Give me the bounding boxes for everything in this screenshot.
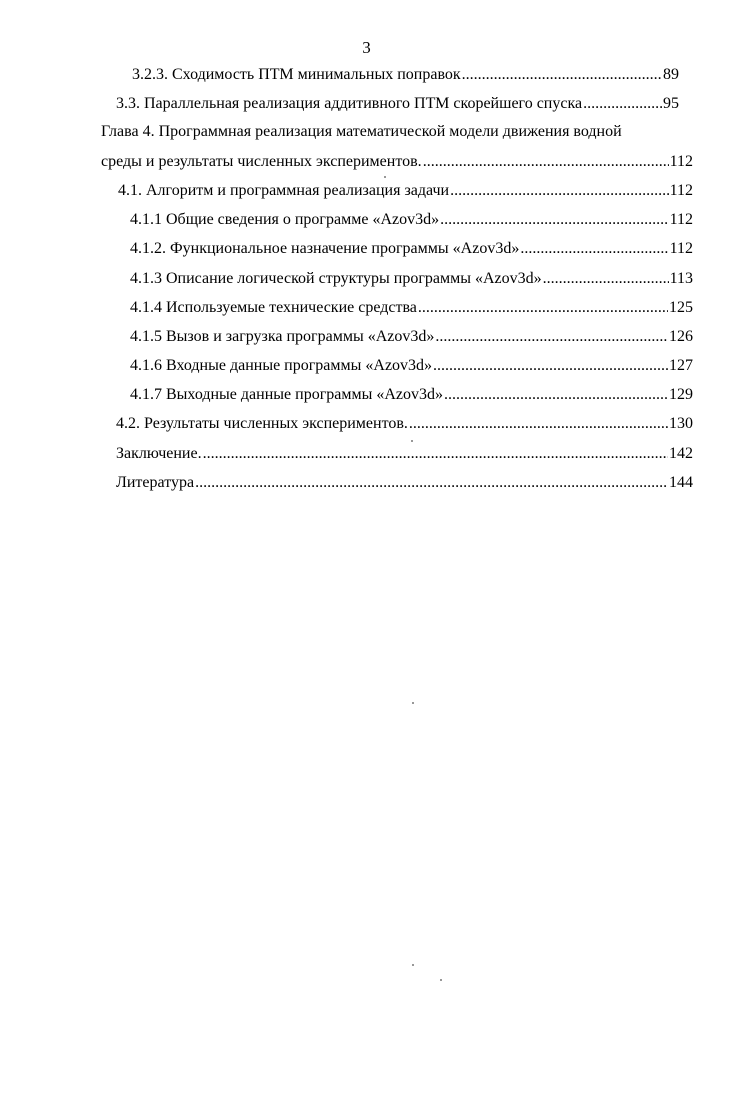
toc-entry-4-2[interactable] [116, 413, 693, 435]
toc-entry-page: 112 [669, 182, 693, 199]
toc-entry-page: 142 [669, 445, 693, 462]
toc-leader-dots [444, 384, 668, 406]
toc-leader-dots [433, 355, 668, 377]
toc-leader-dots [440, 209, 669, 231]
scan-speck [384, 176, 386, 178]
toc-entry-label: 4.1.2. Функциональное назначение программы «Azov3d» [130, 240, 520, 257]
toc-leader-dots [520, 238, 668, 260]
toc-entry-4-1-7[interactable] [130, 384, 693, 406]
toc-entry-page: 126 [669, 328, 693, 345]
toc-entry-4-1-2[interactable] [130, 238, 693, 260]
toc-entry-conclusion[interactable] [116, 443, 693, 465]
toc-entry-page: 112 [669, 240, 693, 257]
toc-entry-label: 4.2. Результаты численных экспериментов. [116, 415, 408, 432]
toc-entry-page: 125 [669, 299, 693, 316]
toc-entry-4-1-4[interactable] [130, 297, 693, 319]
page-number: 3 [362, 38, 371, 57]
toc-entry-chapter-4[interactable] [101, 151, 693, 173]
scan-speck [411, 440, 413, 442]
toc-entry-4-1[interactable] [118, 180, 693, 202]
toc-leader-dots [543, 268, 669, 290]
toc-entry-label: Заключение. [116, 445, 202, 462]
toc-entry-label: 3.2.3. Сходимость ПТМ минимальных поправок [132, 66, 461, 83]
toc-leader-dots [462, 64, 662, 86]
toc-entry-4-1-6[interactable] [130, 355, 693, 377]
toc-entry-label: 4.1.3 Описание логической структуры программы «Azov3d» [130, 270, 542, 287]
scan-speck [412, 702, 414, 704]
toc-leader-dots [583, 93, 662, 115]
toc-leader-dots [423, 151, 669, 173]
toc-entry-page: 89 [663, 66, 679, 83]
toc-leader-dots [435, 326, 668, 348]
toc-entry-label: Литература [116, 474, 195, 491]
toc-entry-4-1-3[interactable] [130, 268, 693, 290]
toc-leader-dots [450, 180, 669, 202]
toc-leader-dots [203, 443, 668, 465]
toc-entry-page: 95 [663, 95, 679, 112]
toc-entry-page: 112 [669, 211, 693, 228]
scan-speck [412, 964, 414, 966]
toc-entry-3-2-3[interactable] [132, 64, 679, 86]
toc-entry-references[interactable] [116, 472, 693, 494]
toc-entry-page: 144 [669, 474, 693, 491]
toc-entry-chapter-4-line1[interactable]: Глава 4. Программная реализация математической модели движения водной [101, 123, 622, 140]
toc-entry-page: 129 [669, 386, 693, 403]
toc-entry-page: 130 [669, 415, 693, 432]
toc-entry-label: 4.1.1 Общие сведения о программе «Azov3d» [130, 211, 440, 228]
toc-leader-dots [195, 472, 668, 494]
toc-entry-label: 3.3. Параллельная реализация аддитивного ПТМ скорейшего спуска [116, 95, 583, 112]
toc-entry-label: 4.1.7 Выходные данные программы «Azov3d» [130, 386, 444, 403]
toc-entry-label: 4.1.6 Входные данные программы «Azov3d» [130, 357, 433, 374]
toc-entry-label: 4.1.5 Вызов и загрузка программы «Azov3d» [130, 328, 435, 345]
toc-entry-4-1-1[interactable] [130, 209, 693, 231]
toc-entry-page: 112 [669, 153, 693, 170]
toc-entry-label: среды и результаты численных экспериментов. [101, 153, 422, 170]
toc-entry-label: 4.1.4 Используемые технические средства [130, 299, 417, 316]
toc-entry-3-3[interactable] [116, 93, 679, 115]
toc-entry-label: 4.1. Алгоритм и программная реализация задачи [118, 182, 450, 199]
scan-speck [440, 979, 442, 981]
toc-leader-dots [409, 413, 668, 435]
toc-entry-page: 113 [669, 270, 693, 287]
toc-leader-dots [418, 297, 668, 319]
toc-entry-4-1-5[interactable] [130, 326, 693, 348]
toc-entry-page: 127 [669, 357, 693, 374]
